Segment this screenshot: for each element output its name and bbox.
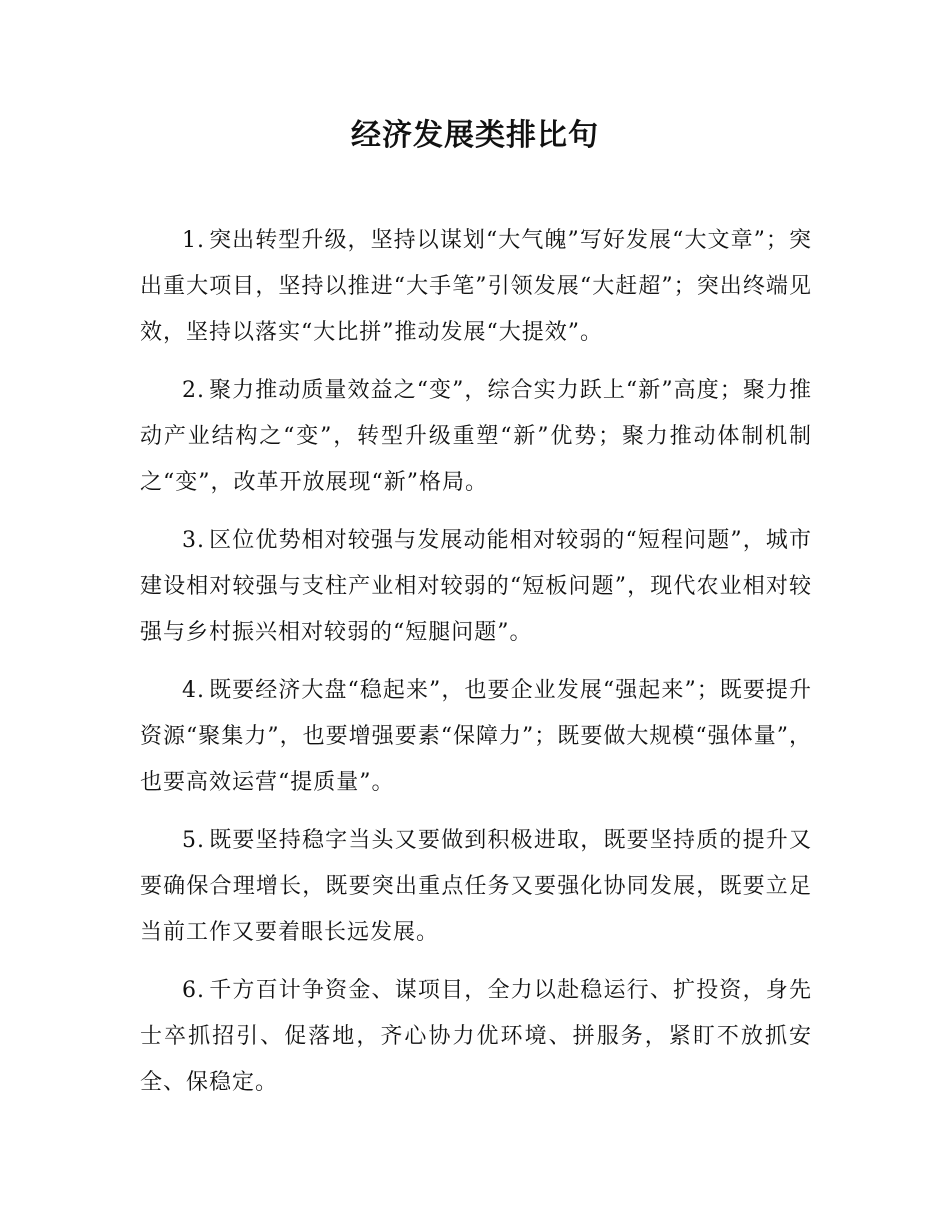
paragraph-number: 6. [182, 978, 205, 1003]
paragraph-3 [140, 518, 812, 656]
paragraph-number: 1. [182, 228, 205, 253]
paragraph-number: 2. [182, 378, 205, 403]
paragraph-number: 4. [182, 678, 205, 703]
paragraph-2 [140, 368, 812, 506]
paragraph-text: 区位优势相对较强与发展动能相对较弱的“短程问题”，城市建设相对较强与支柱产业相对较弱的“短板问题”，现代农业相对较强与乡村振兴相对较弱的“短腿问题”。 [140, 528, 812, 645]
document-title: 经济发展类排比句 [351, 118, 599, 153]
paragraph-6 [140, 968, 812, 1106]
paragraph-text: 聚力推动质量效益之“变”，综合实力跃上“新”高度；聚力推动产业结构之“变”，转型升级重塑“新”优势；聚力推动体制机制之“变”，改革开放展现“新”格局。 [140, 378, 812, 495]
paragraph-number: 5. [182, 828, 205, 853]
paragraph-text: 千方百计争资金、谋项目，全力以赴稳运行、扩投资，身先士卒抓招引、促落地，齐心协力优环境、拼服务，紧盯不放抓安全、保稳定。 [140, 978, 812, 1095]
paragraph-text: 既要经济大盘“稳起来”，也要企业发展“强起来”；既要提升资源“聚集力”，也要增强要素“保障力”；既要做大规模“强体量”，也要高效运营“提质量”。 [140, 678, 812, 795]
paragraph-number: 3. [182, 528, 205, 553]
paragraph-1 [140, 218, 812, 356]
paragraph-4 [140, 668, 812, 806]
paragraph-5 [140, 818, 812, 956]
document-body [140, 218, 812, 1118]
paragraph-text: 既要坚持稳字当头又要做到积极进取，既要坚持质的提升又要确保合理增长，既要突出重点任务又要强化协同发展，既要立足当前工作又要着眼长远发展。 [140, 828, 812, 945]
paragraph-text: 突出转型升级，坚持以谋划“大气魄”写好发展“大文章”；突出重大项目，坚持以推进“大手笔”引领发展“大赶超”；突出终端见效，坚持以落实“大比拼”推动发展“大提效”。 [140, 228, 812, 345]
